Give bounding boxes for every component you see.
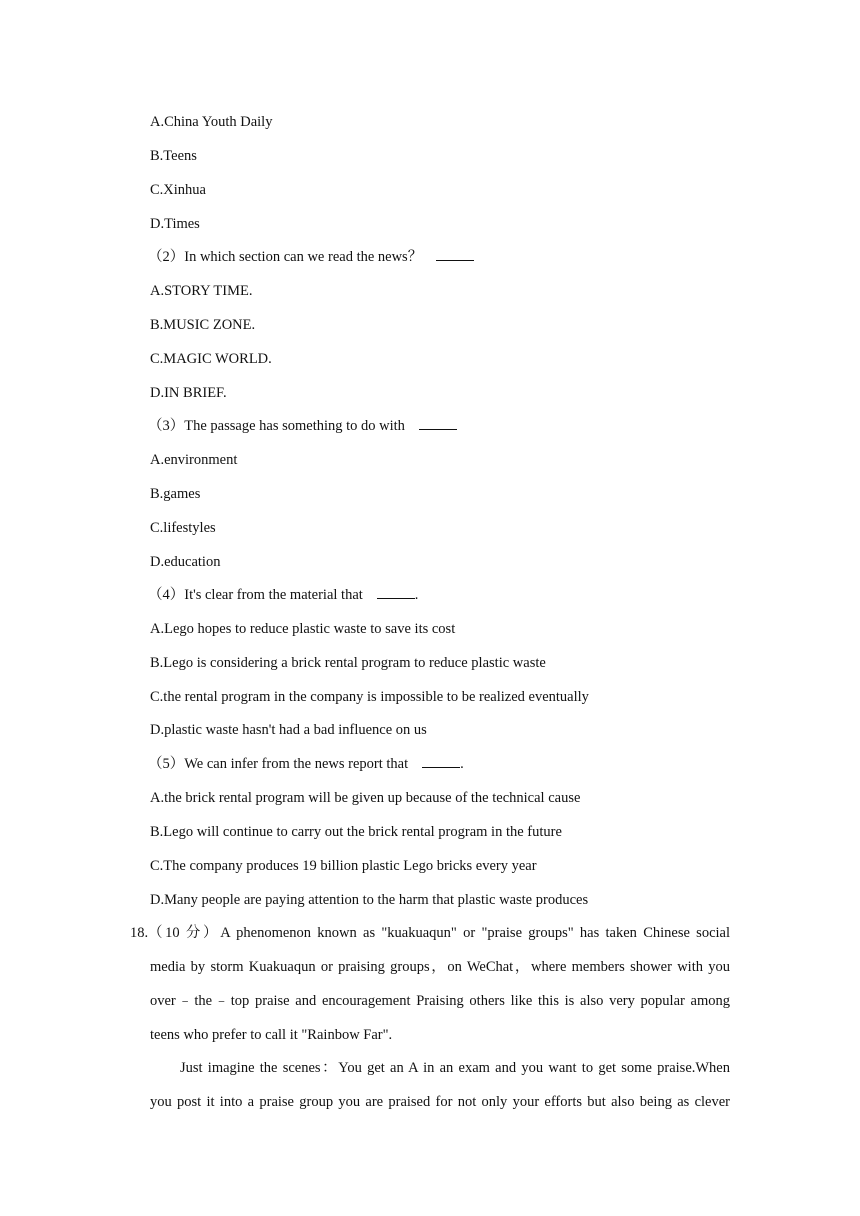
q5-stem: （5）We can infer from the news report that <box>148 756 409 772</box>
q5-option-d: D.Many people are paying attention to the harm that plastic waste produces <box>150 892 589 908</box>
q2-stem-row <box>148 248 474 266</box>
q2-stem: （2）In which section can we read the news？ <box>148 249 423 265</box>
q18-para2-line-1: Just imagine the scenes：You get an A in an exam and you want to get some praise.When <box>180 1060 730 1076</box>
q4-option-d: D.plastic waste hasn't had a bad influence on us <box>150 722 427 738</box>
q18-para2-line-2: you post it into a praise group you are praised for not only your efforts but also being as clever <box>150 1094 730 1110</box>
q1-option-d: D.Times <box>150 216 200 232</box>
q3-option-b: B.games <box>150 486 201 502</box>
q2-option-b: B.MUSIC ZONE. <box>150 317 256 333</box>
q5-option-c: C.The company produces 19 billion plastic Lego bricks every year <box>150 858 537 874</box>
q4-option-a: A.Lego hopes to reduce plastic waste to save its cost <box>150 621 456 637</box>
q3-stem-row <box>148 417 457 435</box>
q5-option-a: A.the brick rental program will be given up because of the technical cause <box>150 790 581 806</box>
q18-line-1: （10 分）A phenomenon known as "kuakuaqun" or "praise groups" has taken Chinese social <box>148 925 730 941</box>
q5-stem-row <box>148 755 464 773</box>
q1-option-b: B.Teens <box>150 148 197 164</box>
q3-option-d: D.education <box>150 554 221 570</box>
q2-option-c: C.MAGIC WORLD. <box>150 351 272 367</box>
answer-blank <box>377 586 415 599</box>
answer-blank <box>419 417 457 430</box>
answer-blank <box>422 755 460 768</box>
q4-stem-tail: . <box>414 587 419 603</box>
q18-line-3: over﹣the﹣top praise and encouragement Praising others like this is also very popular among <box>150 993 730 1009</box>
q4-option-b: B.Lego is considering a brick rental program to reduce plastic waste <box>150 655 546 671</box>
q3-stem: （3）The passage has something to do with <box>148 418 405 434</box>
q18-line-2: media by storm Kuakuaqun or praising groups，on WeChat，where members shower with you <box>150 959 730 975</box>
q4-option-c: C.the rental program in the company is impossible to be realized eventually <box>150 689 589 705</box>
q2-option-d: D.IN BRIEF. <box>150 385 227 401</box>
q1-option-c: C.Xinhua <box>150 182 206 198</box>
q4-stem: （4）It's clear from the material that <box>148 587 363 603</box>
q18-number: 18. <box>130 925 149 941</box>
q5-option-b: B.Lego will continue to carry out the brick rental program in the future <box>150 824 562 840</box>
answer-blank <box>436 248 474 261</box>
q4-stem-row <box>148 586 418 604</box>
q1-option-a: A.China Youth Daily <box>150 114 273 130</box>
q18-line-4: teens who prefer to call it "Rainbow Far". <box>150 1027 393 1043</box>
q3-option-a: A.environment <box>150 452 238 468</box>
q5-stem-tail: . <box>460 756 464 772</box>
q2-option-a: A.STORY TIME. <box>150 283 253 299</box>
q3-option-c: C.lifestyles <box>150 520 216 536</box>
